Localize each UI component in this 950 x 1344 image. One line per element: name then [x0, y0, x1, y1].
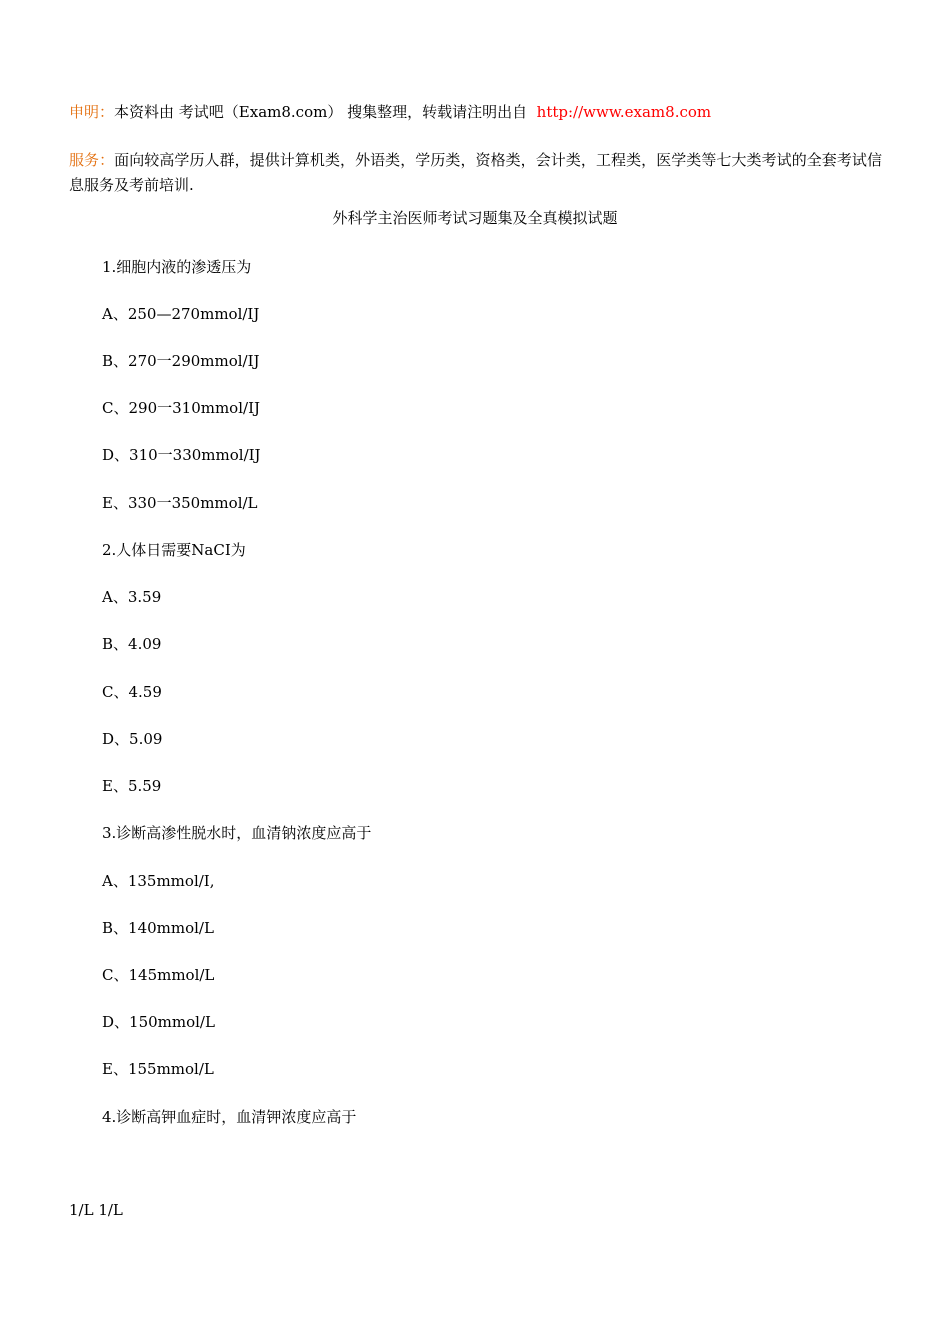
- service-label: 服务：: [69, 151, 115, 169]
- answer-option: A、3.59: [102, 588, 162, 606]
- answer-option: A、250—270mmol/IJ: [102, 305, 260, 323]
- exam8-link[interactable]: http://www.exam8.com: [536, 103, 712, 121]
- answer-option: B、140mmol/L: [102, 919, 214, 937]
- answer-option: E、155mmol/L: [102, 1060, 214, 1078]
- page-footer: 1/L 1/L: [69, 1201, 123, 1219]
- question-stem: 3.诊断高渗性脱水时，血清钠浓度应高于: [102, 824, 372, 842]
- service-text: 面向较高学历人群，提供计算机类，外语类，学历类，资格类，会计类，工程类，医学类等七大类考试的全套考试信息服务及考前培训.: [69, 151, 882, 194]
- page-title: 外科学主治医师考试习题集及全真模拟试题: [332, 209, 618, 227]
- answer-option: D、150mmol/L: [102, 1013, 215, 1031]
- answer-option: D、310一330mmol/IJ: [102, 446, 261, 464]
- answer-option: A、135mmol/I,: [102, 872, 215, 890]
- answer-option: D、5.09: [102, 730, 163, 748]
- question-stem: 2.人体日需要NaCI为: [102, 541, 246, 559]
- answer-option: B、4.09: [102, 635, 162, 653]
- answer-option: E、5.59: [102, 777, 162, 795]
- answer-option: E、330一350mmol/L: [102, 494, 258, 512]
- question-stem: 1.细胞内液的渗透压为: [102, 258, 252, 276]
- answer-option: C、290一310mmol/IJ: [102, 399, 261, 417]
- declaration-line: [69, 102, 711, 122]
- answer-option: C、4.59: [102, 683, 162, 701]
- answer-option: B、270一290mmol/IJ: [102, 352, 260, 370]
- declaration-label: 申明：: [69, 103, 115, 121]
- declaration-text: 本资料由 考试吧（Exam8.com） 搜集整理，转载请注明出自: [114, 103, 528, 121]
- service-paragraph: [69, 148, 882, 198]
- answer-option: C、145mmol/L: [102, 966, 215, 984]
- question-stem: 4.诊断高钾血症时，血清钾浓度应高于: [102, 1108, 357, 1126]
